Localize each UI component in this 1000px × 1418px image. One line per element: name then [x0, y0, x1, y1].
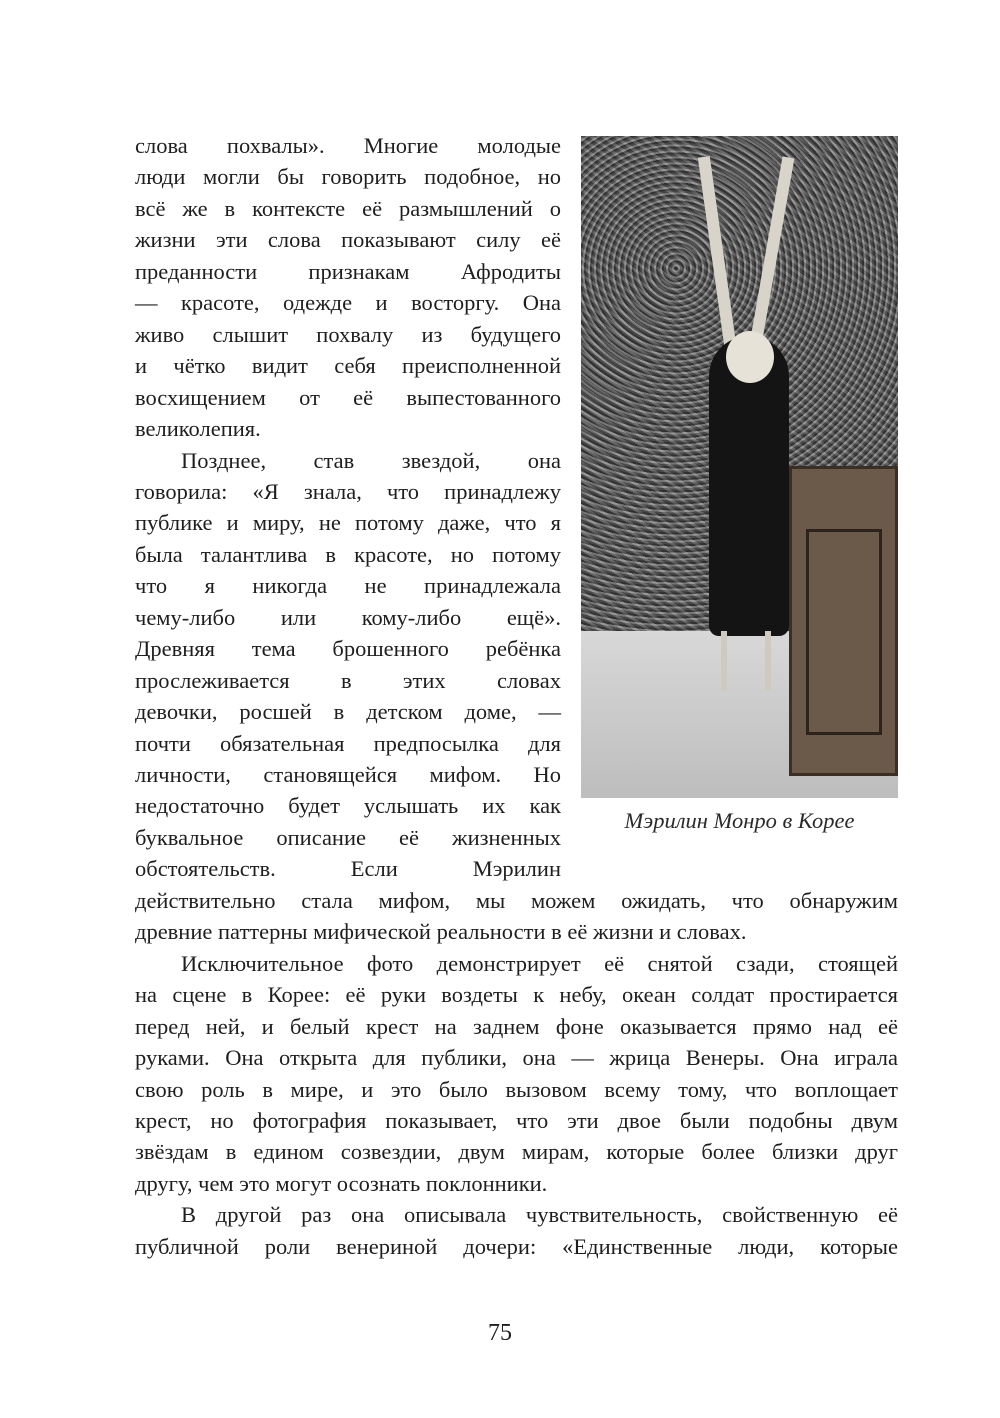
text-line: преданности признакам Афродиты: [135, 258, 561, 284]
text-line: девочки, росшей в детском доме, —: [135, 699, 561, 725]
text-line: говорила: «Я знала, что принадлежу: [135, 478, 561, 504]
text-line: недостаточно будет услышать их как: [135, 793, 561, 819]
page-number: 75: [488, 1320, 512, 1346]
text-line: прослеживается в этих словах: [135, 667, 561, 693]
text-line: руками. Она открыта для публики, она — жрица Венеры. Она играла: [135, 1045, 898, 1071]
text-line: всё же в контексте её размышлений о: [135, 195, 561, 221]
text-line: почти обязательная предпосылка для: [135, 730, 561, 756]
text-line: публике и миру, не потому даже, что я: [135, 510, 561, 536]
text-line: личности, становящейся мифом. Но: [135, 762, 561, 787]
text-line: восхищением от её выпестованного: [135, 384, 561, 410]
text-line: на сцене в Корее: её руки воздеты к небу, океан солдат простирается: [135, 982, 898, 1008]
text-line: древние паттерны мифической реальности в её жизни и словах.: [135, 919, 747, 945]
text-line: жизни эти слова показывают силу её: [135, 227, 561, 253]
photo-caption: Мэрилин Монро в Корее: [624, 808, 855, 833]
text-line: слова похвалы». Многие молодые: [135, 133, 561, 158]
text-line: чему-либо или кому-либо ещё».: [135, 604, 561, 630]
text-line: обстоятельств. Если Мэрилин: [135, 856, 561, 882]
text-line: живо слышит похвалу из будущего: [135, 321, 561, 347]
text-line: действительно стала мифом, мы можем ожидать, что обнаружим: [135, 887, 898, 913]
text-line: Древняя тема брошенного ребёнка: [135, 636, 561, 662]
text-line: что я никогда не принадлежала: [135, 573, 561, 599]
text-line: была талантлива в красоте, но потому: [135, 541, 561, 567]
text-line: — красоте, одежде и восторгу. Она: [135, 290, 561, 316]
photo-marilyn-monroe-korea: [581, 136, 898, 798]
text-line: перед ней, и белый крест на заднем фоне оказывается прямо над её: [135, 1013, 898, 1039]
text-line: В другой раз она описывала чувствительность, свойственную её: [181, 1202, 898, 1228]
text-line: другу, чем это могут осознать поклонники.: [135, 1170, 548, 1196]
text-line: Исключительное фото демонстрирует её снятой сзади, стоящей: [181, 950, 898, 976]
text-line: звёздам в едином созвездии, двум мирам, которые более близки друг: [135, 1139, 898, 1165]
text-line: свою роль в мире, и это было вызовом всему тому, что воплощает: [135, 1076, 898, 1102]
text-line: и чётко видит себя преисполненной: [135, 353, 561, 379]
text-line: люди могли бы говорить подобное, но: [135, 164, 561, 190]
text-line: публичной роли венериной дочери: «Единственные люди, которые: [135, 1233, 898, 1259]
text-line: Позднее, став звездой, она: [181, 447, 561, 473]
text-line: крест, но фотография показывает, что эти двое были подобны двум: [135, 1107, 898, 1133]
text-line: буквальное описание её жизненных: [135, 824, 561, 850]
piano: [789, 466, 898, 776]
text-line: великолепия.: [135, 416, 261, 442]
